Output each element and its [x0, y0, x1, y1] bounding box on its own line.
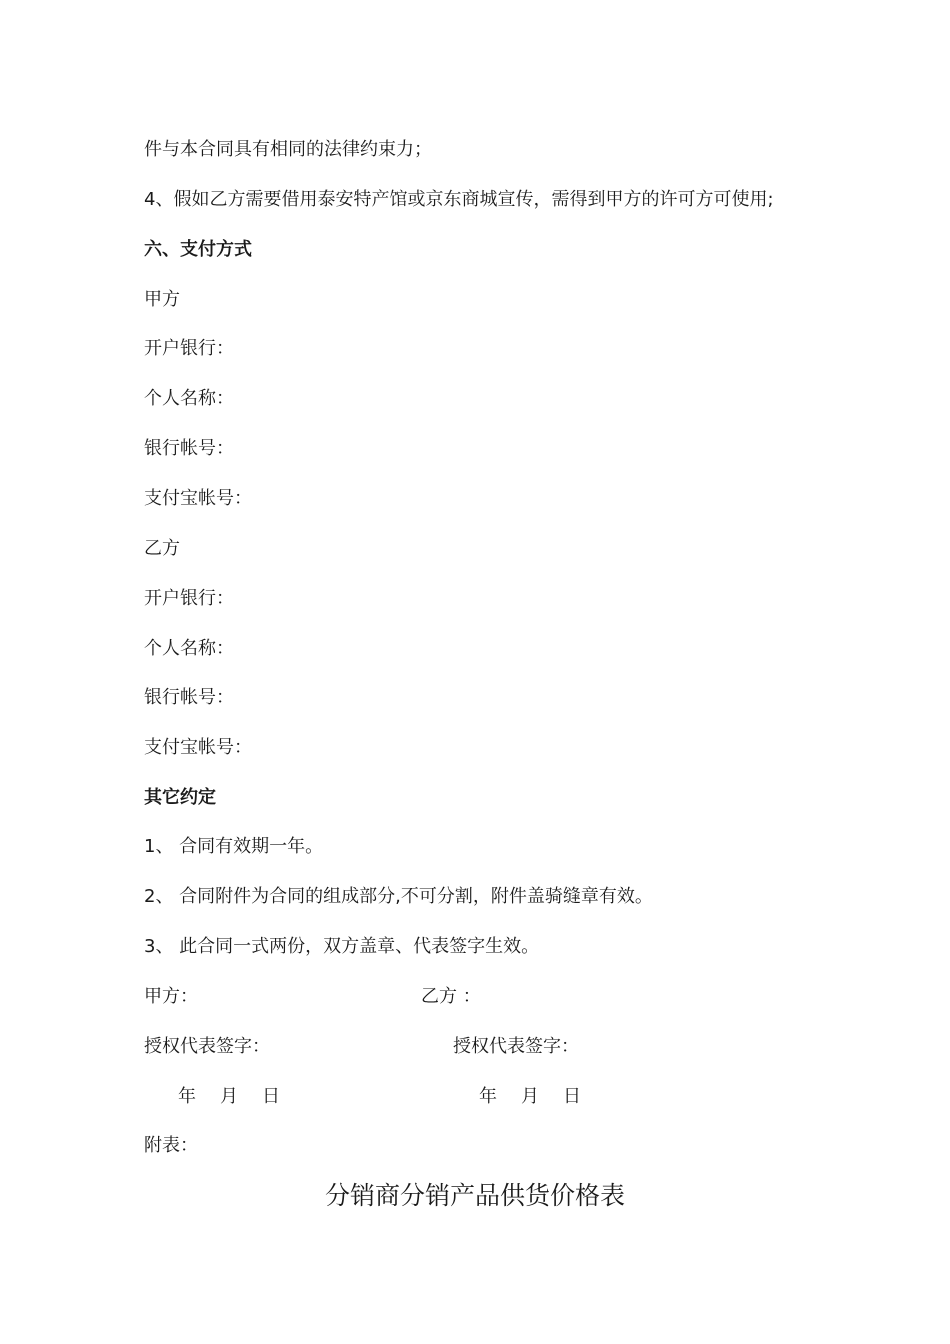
- party-a-year-label: 年: [178, 1086, 196, 1107]
- party-b-label: 乙方: [144, 538, 180, 559]
- party-b-name-field: 个人名称：: [144, 638, 234, 659]
- party-b-account-field: 银行帐号：: [144, 687, 234, 708]
- party-a-representative-signature: 授权代表签字：: [144, 1036, 270, 1057]
- term-item-2: 2、 合同附件为合同的组成部分,不可分割，附件盖骑缝章有效。: [144, 886, 653, 907]
- party-a-name-field: 个人名称：: [144, 388, 234, 409]
- party-b-year-label: 年: [479, 1086, 497, 1107]
- party-b-bank-field: 开户银行：: [144, 588, 234, 609]
- appendix-label: 附表：: [144, 1135, 198, 1156]
- party-a-alipay-field: 支付宝帐号：: [144, 488, 252, 509]
- party-b-day-label: 日: [563, 1086, 581, 1107]
- party-b-sign-label: 乙方 ：: [421, 986, 481, 1007]
- party-a-sign-label: 甲方：: [144, 986, 198, 1007]
- party-a-account-field: 银行帐号：: [144, 438, 234, 459]
- party-a-month-label: 月: [220, 1086, 238, 1107]
- term-item-1: 1、 合同有效期一年。: [144, 836, 324, 857]
- clause-4: 4、假如乙方需要借用泰安特产馆或京东商城宣传，需得到甲方的许可方可使用;: [144, 189, 774, 210]
- party-a-day-label: 日: [262, 1086, 280, 1107]
- clause-continuation: 件与本合同具有相同的法律约束力；: [144, 139, 432, 160]
- payment-heading: 六、支付方式: [144, 239, 252, 260]
- party-b-month-label: 月: [521, 1086, 539, 1107]
- term-item-3: 3、 此合同一式两份，双方盖章、代表签字生效。: [144, 936, 540, 957]
- other-terms-heading: 其它约定: [144, 787, 216, 808]
- party-b-representative-signature: 授权代表签字：: [453, 1036, 579, 1057]
- party-a-bank-field: 开户银行：: [144, 338, 234, 359]
- party-a-label: 甲方: [144, 289, 180, 310]
- price-table-title: 分销商分销产品供货价格表: [324, 1181, 625, 1210]
- party-b-alipay-field: 支付宝帐号：: [144, 737, 252, 758]
